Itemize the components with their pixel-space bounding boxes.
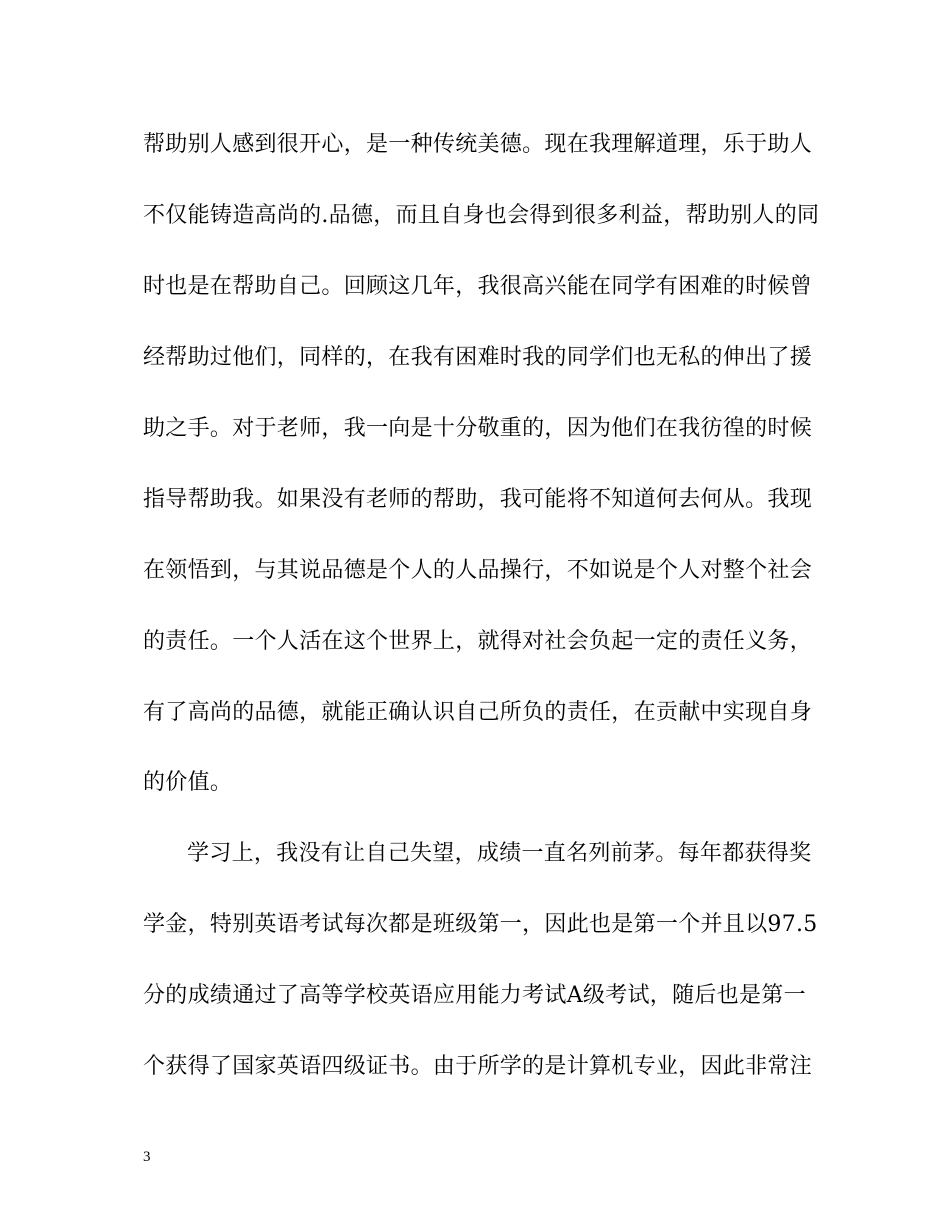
text-line-13: 分的成绩通过了高等学校英语应用能力考试A级考试，随后也是第一 [143,983,806,1008]
text-line-3: 时也是在帮助自己。回顾这几年，我很高兴能在同学有困难的时候曾 [143,274,813,299]
text-line-12: 学金，特别英语考试每次都是班级第一，因此也是第一个并且以97.5 [143,912,818,937]
text-line-1: 帮助别人感到很开心，是一种传统美德。现在我理解道理，乐于助人 [143,132,813,157]
text-line-7: 在领悟到，与其说品德是个人的人品操行，不如说是个人对整个社会 [143,558,813,583]
text-line-9: 有了高尚的品德，就能正确认识自己所负的责任，在贡献中实现自身 [143,700,813,725]
text-line-8: 的责任。一个人活在这个世界上，就得对社会负起一定的责任义务， [143,629,813,654]
text-line-10: 的价值。 [143,770,233,795]
text-line-14: 个获得了国家英语四级证书。由于所学的是计算机专业，因此非常注 [143,1054,813,1079]
page-number: 3 [143,1149,151,1165]
text-line-11: 学习上，我没有让自己失望，成绩一直名列前茅。每年都获得奖 [187,841,812,866]
text-line-5: 助之手。对于老师，我一向是十分敬重的，因为他们在我彷徨的时候 [143,416,813,441]
text-line-6: 指导帮助我。如果没有老师的帮助，我可能将不知道何去何从。我现 [143,487,813,512]
text-line-2: 不仅能铸造高尚的.品德，而且自身也会得到很多利益，帮助别人的同 [143,203,820,228]
text-line-4: 经帮助过他们，同样的，在我有困难时我的同学们也无私的伸出了援 [143,345,813,370]
